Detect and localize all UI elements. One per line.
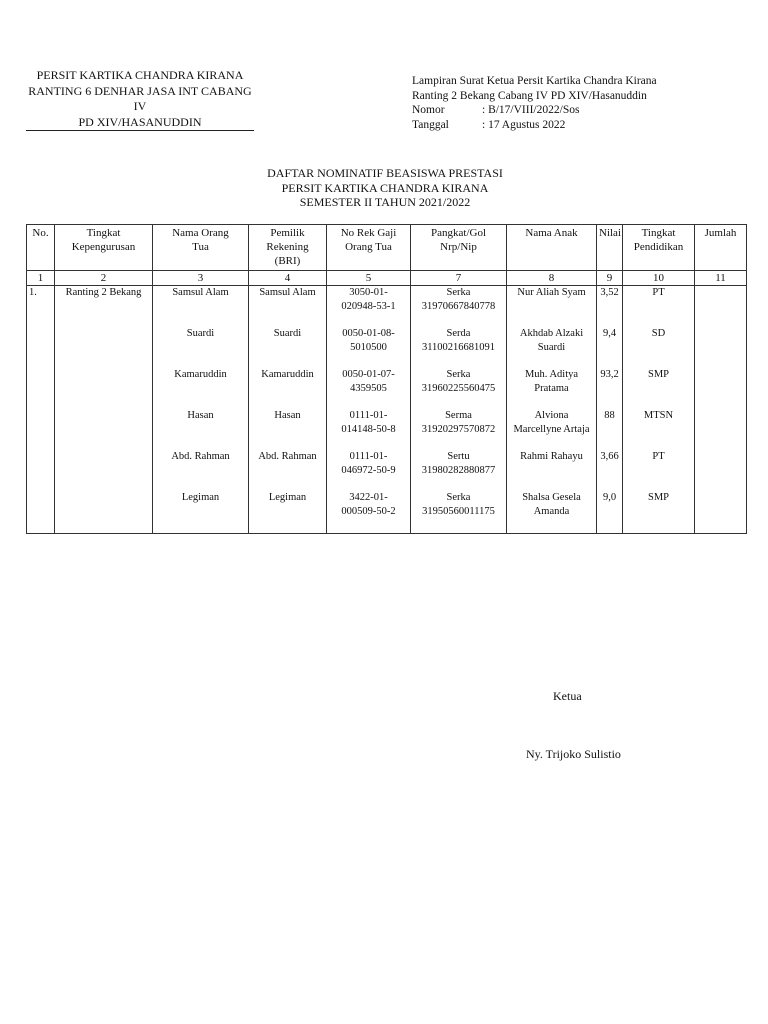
cell-text-no: 1. [29,287,37,298]
table-cell-nilai [597,491,623,534]
header-label: Nama Orang [172,227,229,239]
table-cell-ortu [153,409,249,450]
cell-text-pendidikan: SMP [647,369,669,380]
table-cell-jumlah [695,491,747,534]
column-header [153,225,249,271]
table-cell-nilai [597,450,623,491]
cell-text-rek2: 014148-50-8 [341,424,396,435]
table-cell-pendidikan [623,286,695,328]
table-cell-pemilik [249,450,327,491]
table-cell-tingkat [55,450,153,491]
header-label: Tingkat [86,227,121,239]
cell-text-rek1: 0050-01-07- [342,369,395,380]
cell-text-nrp: 31960225560475 [421,383,496,394]
table-body [27,286,747,534]
cell-text-rek1: 3422-01- [349,492,388,503]
table-cell-nilai [597,327,623,368]
table-cell-no [27,491,55,534]
cell-text-pemilik: Legiman [268,492,307,503]
nomor-label: Nomor [412,104,445,116]
column-number: 5 [327,271,411,286]
column-number: 11 [695,271,747,286]
table-cell-jumlah [695,409,747,450]
title-line-1: DAFTAR NOMINATIF BEASISWA PRESTASI [267,166,503,180]
table-header-row [27,225,747,271]
table-row [27,409,747,450]
cell-text-anak2: Amanda [533,506,570,517]
table-cell-no [27,286,55,328]
table-cell-pendidikan [623,450,695,491]
header-label: Tingkat [641,227,676,239]
header-label: Jumlah [704,227,737,239]
table-cell-tingkat [55,368,153,409]
nominative-table [26,224,747,534]
attachment-reference [412,74,742,132]
table-cell-pangkat [411,327,507,368]
column-header [411,225,507,271]
cell-text-rek1: 0111-01- [349,410,388,421]
cell-text-ortu: Suardi [186,328,215,339]
table-cell-jumlah [695,450,747,491]
table-cell-jumlah [695,327,747,368]
org-branch: RANTING 6 DENHAR JASA INT CABANG IV [28,83,252,113]
column-header [695,225,747,271]
nomor-value: : B/17/VIII/2022/Sos [482,104,580,116]
table-cell-no [27,450,55,491]
cell-text-pangkat: Serka [446,287,471,298]
cell-text-nilai: 9,4 [602,328,617,339]
header-label: Pendidikan [633,241,684,253]
table-cell-ortu [153,450,249,491]
column-number: 4 [249,271,327,286]
cell-text-pangkat: Serda [446,328,471,339]
header-label: Orang Tua [345,241,392,253]
header-label: Pemilik [270,227,305,239]
tanggal-label: Tanggal [412,118,449,131]
table-cell-anak1 [507,450,597,491]
cell-text-anak1: Shalsa Gesela [522,492,581,503]
table-cell-pemilik [249,491,327,534]
table-cell-ortu [153,491,249,534]
table-cell-no [27,368,55,409]
header-label: Nrp/Nip [440,241,477,253]
table-row [27,286,747,328]
cell-text-nilai: 3,66 [600,451,619,462]
table-cell-rek1 [327,286,411,328]
column-number: 3 [153,271,249,286]
attachment-line-2: Ranting 2 Bekang Cabang IV PD XIV/Hasanuddin [412,89,647,102]
column-number: 9 [597,271,623,286]
table-cell-rek1 [327,450,411,491]
table-cell-anak1 [507,368,597,409]
column-number: 7 [411,271,507,286]
cell-text-ortu: Abd. Rahman [171,451,230,462]
table-cell-pangkat [411,368,507,409]
table-cell-pangkat [411,450,507,491]
table-cell-nilai [597,409,623,450]
header-label: No. [32,227,49,239]
tanggal-value: : 17 Agustus 2022 [482,118,566,131]
header-label: No Rek Gaji [340,227,397,239]
header-label: Nilai [599,227,621,239]
cell-text-rek1: 0111-01- [349,451,388,462]
cell-text-pangkat: Serka [446,492,471,503]
cell-text-nilai: 88 [604,410,615,421]
column-header [249,225,327,271]
cell-text-anak1: Rahmi Rahayu [520,451,583,462]
cell-text-anak1: Akhdab Alzaki [519,328,584,339]
cell-text-nilai: 3,52 [600,287,619,298]
signature-name: Ny. Trijoko Sulistio [526,747,621,761]
column-number-row [27,271,747,286]
table-cell-rek1 [327,409,411,450]
cell-text-nrp: 31970667840778 [421,301,496,312]
header-label: Tua [192,241,209,253]
table-cell-pemilik [249,286,327,328]
organization-header [26,68,254,131]
cell-text-pemilik: Suardi [273,328,302,339]
column-number: 10 [623,271,695,286]
header-label: Nama Anak [525,227,578,239]
table-row [27,491,747,534]
cell-text-nilai: 9,0 [602,492,617,503]
header-label: (BRI) [274,255,301,267]
org-name: PERSIT KARTIKA CHANDRA KIRANA [36,68,244,82]
table-cell-pemilik [249,409,327,450]
column-number: 1 [27,271,55,286]
table-cell-pangkat [411,409,507,450]
cell-text-rek2: 4359505 [350,383,387,394]
table-row [27,368,747,409]
table-cell-jumlah [695,368,747,409]
column-header [623,225,695,271]
cell-text-pemilik: Hasan [274,410,301,421]
cell-text-pendidikan: MTSN [643,410,674,421]
header-label: Rekening [266,241,309,253]
cell-text-ortu: Kamaruddin [174,369,227,380]
column-header [507,225,597,271]
cell-text-pendidikan: PT [652,287,665,298]
title-line-2: PERSIT KARTIKA CHANDRA KIRANA [281,180,489,195]
cell-text-pendidikan: PT [652,451,665,462]
table-row [27,327,747,368]
document-title [0,166,768,210]
cell-text-rek2: 046972-50-9 [341,465,396,476]
title-line-3: SEMESTER II TAHUN 2021/2022 [299,195,471,209]
table-cell-pendidikan [623,491,695,534]
table-cell-no [27,409,55,450]
cell-text-ortu: Samsul Alam [172,287,229,298]
cell-text-pemilik: Abd. Rahman [258,451,317,462]
table-cell-tingkat [55,327,153,368]
nomor-row [412,103,742,118]
cell-text-pendidikan: SMP [647,492,669,503]
signature-title: Ketua [553,689,582,703]
cell-text-anak1: Alviona [534,410,569,421]
cell-text-anak1: Muh. Aditya [524,369,579,380]
table-cell-pangkat [411,491,507,534]
cell-text-rek1: 0050-01-08- [342,328,395,339]
table-cell-pendidikan [623,409,695,450]
cell-text-nilai: 93,2 [600,369,619,380]
column-number: 8 [507,271,597,286]
column-header [597,225,623,271]
org-region: PD XIV/HASANUDDIN [26,115,254,132]
cell-text-pangkat: Serma [445,410,472,421]
cell-text-pangkat: Serka [446,369,471,380]
table-cell-ortu [153,327,249,368]
cell-text-ortu: Hasan [187,410,214,421]
table-cell-pangkat [411,286,507,328]
cell-text-anak2: Pratama [534,383,569,394]
cell-text-rek2: 000509-50-2 [341,506,396,517]
table-cell-tingkat [55,409,153,450]
table-cell-ortu [153,286,249,328]
cell-text-pangkat: Sertu [447,451,470,462]
cell-text-nrp: 31100216681091 [421,342,496,353]
column-header [27,225,55,271]
tanggal-row [412,118,742,133]
column-header [55,225,153,271]
table-cell-rek1 [327,368,411,409]
table-cell-nilai [597,368,623,409]
table-cell-tingkat [55,491,153,534]
table-cell-pendidikan [623,327,695,368]
cell-text-nrp: 31980282880877 [421,465,496,476]
cell-text-rek2: 5010500 [350,342,387,353]
table-cell-nilai [597,286,623,328]
attachment-line-1: Lampiran Surat Ketua Persit Kartika Chandra Kirana [412,75,657,87]
cell-text-pemilik: Samsul Alam [259,287,316,298]
table-row [27,450,747,491]
table-cell-pemilik [249,327,327,368]
cell-text-nrp: 31920297570872 [421,424,496,435]
table-cell-pendidikan [623,368,695,409]
column-number: 2 [55,271,153,286]
table-cell-anak1 [507,286,597,328]
column-header [327,225,411,271]
table-cell-pemilik [249,368,327,409]
table-cell-jumlah [695,286,747,328]
cell-text-ortu: Legiman [181,492,220,503]
header-label: Kepengurusan [71,241,136,253]
table-cell-anak1 [507,409,597,450]
cell-text-pemilik: Kamaruddin [261,369,314,380]
table-cell-rek1 [327,491,411,534]
cell-text-pendidikan: SD [651,328,666,339]
table-cell-anak1 [507,327,597,368]
table-cell-no [27,327,55,368]
cell-text-anak2: Marcellyne Artaja [513,424,590,435]
header-label: Pangkat/Gol [431,227,486,239]
cell-text-anak2: Suardi [537,342,566,353]
table-cell-rek1 [327,327,411,368]
table-cell-anak1 [507,491,597,534]
cell-text-rek1: 3050-01- [349,287,388,298]
cell-text-anak1: Nur Aliah Syam [517,287,586,298]
table-cell-tingkat [55,286,153,328]
cell-text-nrp: 31950560011175 [422,506,495,517]
cell-text-tingkat: Ranting 2 Bekang [65,287,142,298]
cell-text-rek2: 020948-53-1 [341,301,396,312]
table-cell-ortu [153,368,249,409]
